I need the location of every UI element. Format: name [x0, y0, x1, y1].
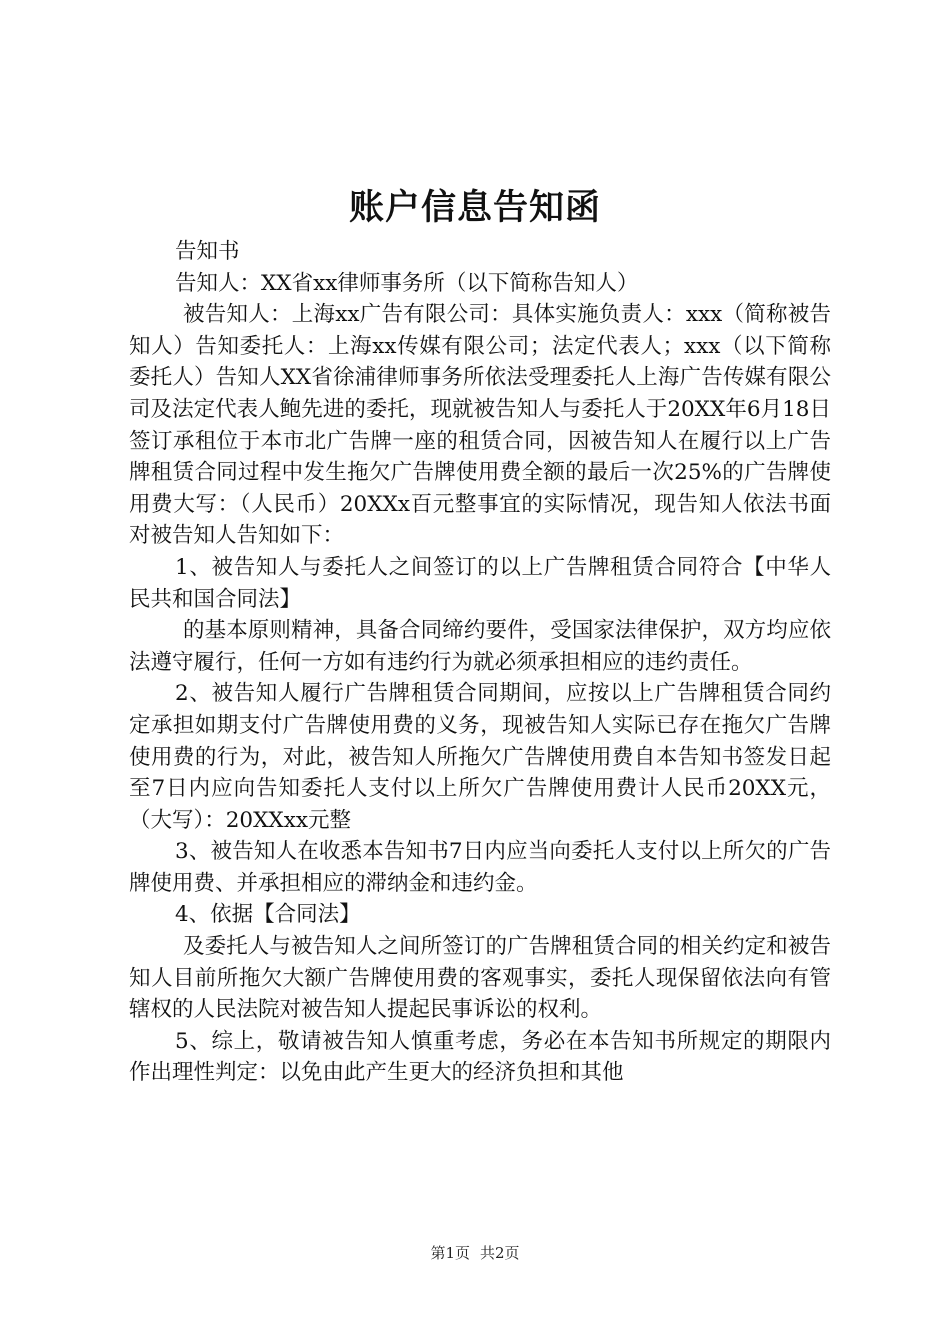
paragraph-item-3: 3、被告知人在收悉本告知书7日内应当向委托人支付以上所欠的广告牌使用费、并承担相应的滞纳金和违约金。: [129, 839, 831, 896]
page-footer: [0, 1243, 950, 1263]
paragraph-item-1: 1、被告知人与委托人之间签订的以上广告牌租赁合同符合【中华人民共和国合同法】: [129, 554, 831, 612]
paragraph-item-4-continued: 及委托人与被告知人之间所签订的广告牌租赁合同的相关约定和被告知人目前所拖欠大额广告牌使用费的客观事实，委托人现保留依法向有管辖权的人民法院对被告知人提起民事诉讼的权利。: [129, 934, 831, 1023]
paragraph-item-5: 5、综上，敬请被告知人慎重考虑，务必在本告知书所规定的期限内作出理性判定：以免由此产生更大的经济负担和其他: [129, 1028, 831, 1086]
paragraph-notifier: 告知人：XX省xx律师事务所（以下简称告知人）: [175, 270, 639, 296]
page-number: 第1页: [430, 1244, 470, 1262]
paragraph-item-2: 2、被告知人履行广告牌租赁合同期间，应按以上广告牌租赁合同约定承担如期支付广告牌使用费的义务，现被告知人实际已存在拖欠广告牌使用费的行为，对此，被告知人所拖欠广告牌使用费自本告知书签发日起至7日内应向告知委托人支付以上所欠广告牌使用费计人民币20XX元，（大写）：20XXxx元整: [129, 681, 831, 833]
paragraph-notified-party: 被告知人：上海xx广告有限公司：具体实施负责人：xxx（简称被告知人）告知委托人：上海xx传媒有限公司；法定代表人；xxx（以下简称委托人）告知人XX省徐浦律师事务所依法受理委托人上海广告传媒有限公司及法定代表人鲍先进的委托，现就被告知人与委托人于20XX年6月18日签订承租位于本市北广告牌一座的租赁合同，因被告知人在履行以上广告牌租赁合同过程中发生拖欠广告牌使用费全额的最后一次25%的广告牌使用费大写：（人民币）20XXx百元整事宜的实际情况，现告知人依法书面对被告知人告知如下：: [129, 302, 831, 549]
document-body: [129, 236, 831, 1089]
paragraph-heading: 告知书: [175, 239, 240, 264]
page-total: 共2页: [480, 1244, 520, 1262]
document-title: 账户信息告知函: [348, 187, 601, 228]
paragraph-item-1-continued: 的基本原则精神，具备合同缔约要件，受国家法律保护，双方均应依法遵守履行，任何一方如有违约行为就必须承担相应的违约责任。: [129, 618, 831, 675]
paragraph-item-4: 4、依据【合同法】: [175, 902, 361, 928]
